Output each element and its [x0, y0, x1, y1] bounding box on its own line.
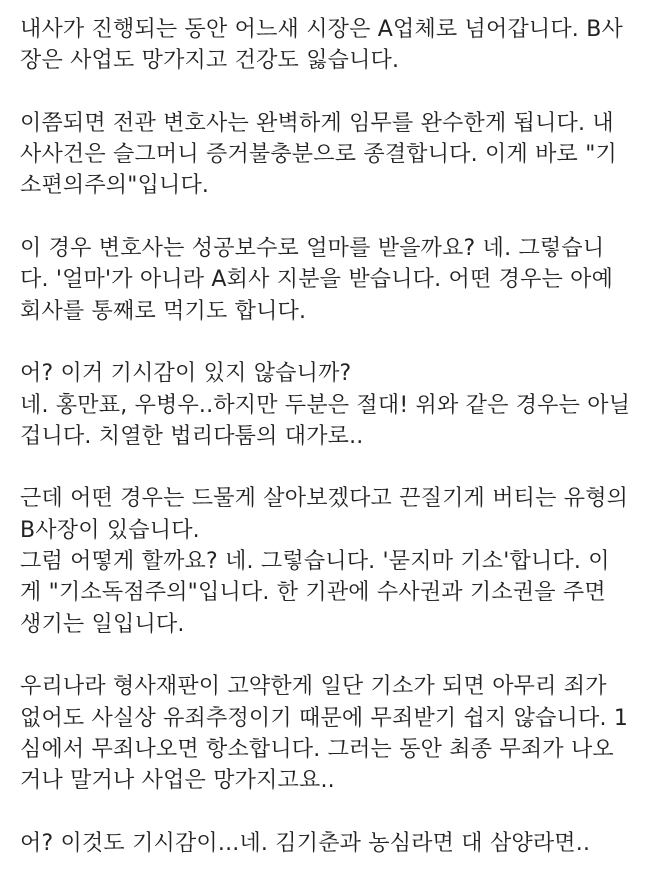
text-line: 다. '얼마'가 아니라 A회사 지분을 받습니다. 어떤 경우는 아예 — [20, 267, 614, 293]
text-line: 게 "기소독점주의"입니다. 한 기관에 수사권과 기소권을 주면 — [20, 580, 606, 606]
text-line: 소편의주의"입니다. — [20, 173, 210, 199]
paragraph-6 — [20, 671, 650, 796]
text-line: 네. 홍만표, 우병우..하지만 두분은 절대! 위와 같은 경우는 아닐 — [20, 392, 631, 418]
paragraph-4 — [20, 358, 650, 452]
text-line: 이 경우 변호사는 성공보수로 얼마를 받을까요? 네. 그렇습니 — [20, 236, 605, 262]
text-line: 사사건은 슬그머니 증거불충분으로 종결합니다. 이게 바로 "기 — [20, 142, 617, 168]
text-line: 겁니다. 치열한 법리다툼의 대가로.. — [20, 423, 364, 449]
text-line: 어? 이것도 기시감이...네. 김기춘과 농심라면 대 삼양라면.. — [20, 830, 591, 856]
text-line: 근데 어떤 경우는 드물게 살아보겠다고 끈질기게 버티는 유형의 — [20, 486, 629, 512]
paragraph-5 — [20, 483, 650, 639]
text-line: B사장이 있습니다. — [20, 517, 200, 543]
text-line: 생기는 일입니다. — [20, 611, 185, 637]
text-line: 그럼 어떻게 할까요? 네. 그렇습니다. '묻지마 기소'합니다. 이 — [20, 549, 610, 575]
text-line: 장은 사업도 망가지고 건강도 잃습니다. — [20, 48, 400, 74]
text-line: 어? 이거 기시감이 있지 않습니까? — [20, 361, 352, 387]
post-body-text — [20, 14, 650, 890]
text-line: 거나 말거나 사업은 망가지고요.. — [20, 768, 335, 794]
text-line: 없어도 사실상 유죄추정이기 때문에 무죄받기 쉽지 않습니다. 1 — [20, 705, 629, 731]
paragraph-2 — [20, 108, 650, 202]
paragraph-3 — [20, 233, 650, 327]
text-line: 심에서 무죄나오면 항소합니다. 그러는 동안 최종 무죄가 나오 — [20, 736, 614, 762]
text-line: 회사를 통째로 먹기도 합니다. — [20, 298, 307, 324]
text-line: 내사가 진행되는 동안 어느새 시장은 A업체로 넘어갑니다. B사 — [20, 17, 623, 42]
text-line: 우리나라 형사재판이 고약한게 일단 기소가 되면 아무리 죄가 — [20, 674, 607, 700]
paragraph-7 — [20, 828, 650, 859]
text-line: 이쯤되면 전관 변호사는 완벽하게 임무를 완수한게 됩니다. 내 — [20, 110, 614, 136]
paragraph-1 — [20, 14, 650, 77]
